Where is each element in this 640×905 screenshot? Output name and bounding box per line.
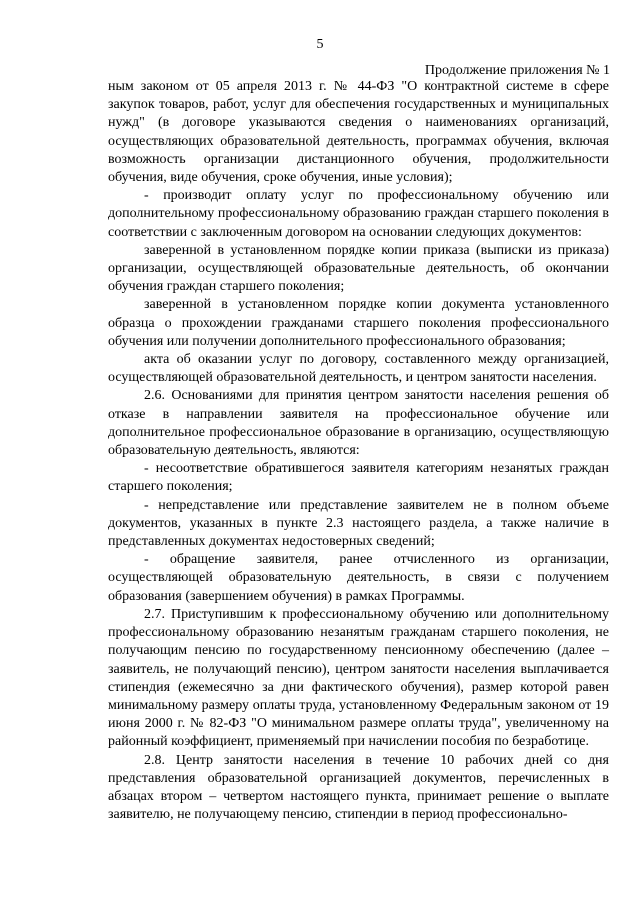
paragraph-refusal-expelled: - обращение заявителя, ранее отчисленного из организации, осуществляющей образовательную деятельность, в связи с получением образования (завершением обучения) в рамках Программы.	[108, 552, 609, 604]
paragraph-refusal-documents: - непредставление или представление заявителем не в полном объеме документов, указанных в пункте 2.3 настоящего раздела, а также наличие в представленных документах недостоверных сведений;	[108, 497, 609, 550]
page-number: 5	[316, 37, 324, 52]
paragraph-payment-item: - производит оплату услуг по профессиональному обучению или дополнительному профессиональному образованию граждан старшего поколения в соответствии с заключенным договором на основании следующих документов:	[108, 188, 609, 240]
paragraph-section-2-6: 2.6. Основаниями для принятия центром занятости населения решения об отказе в направлении заявителя на профессиональное обучение или дополнительное профессиональное образование в организацию, осуществляющую образовательную деятельность, являются:	[108, 388, 609, 459]
paragraph-order-copy: заверенной в установленном порядке копии приказа (выписки из приказа) организации, осуществляющей образовательные деятельность, об окончании обучения граждан старшего поколения;	[108, 242, 609, 295]
paragraph-refusal-mismatch: - несоответствие обратившегося заявителя категориям незанятых граждан старшего поколения;	[108, 461, 609, 495]
paragraph-certificate-copy: заверенной в установленном порядке копии документа установленного образца о прохождении гражданами старшего поколения профессионального обучения или получении дополнительного профессионального образования;	[108, 297, 609, 349]
paragraph-section-2-8: 2.8. Центр занятости населения в течение 10 рабочих дней со дня представления образовательной организацией документов, перечисленных в абзацах втором – четвертом настоящего пункта, принимает решение о выплате заявителю, не получающему пенсию, стипендии в период профессионально-	[108, 752, 609, 823]
appendix-continuation-label: Продолжение приложения № 1	[424, 63, 610, 78]
document-body	[108, 78, 609, 824]
paragraph-section-2-7: 2.7. Приступившим к профессиональному обучению или дополнительному профессиональному образованию незанятым гражданам старшего поколения, не получающим пенсию по государственному пенсионному обеспечению (далее – заявитель, не получающий пенсию), центром занятости населения выплачивается стипендия (ежемесячно за дни фактического обучения), размер которой равен минимальному размеру оплаты труда, установленному Федеральным законом от 19 июня 2000 г. № 82-ФЗ "О минимальном размере оплаты труда", увеличенному на районный коэффициент, применяемый при начислении пособия по безработице.	[108, 606, 609, 750]
paragraph-service-act: акта об оказании услуг по договору, составленного между организацией, осуществляющей образовательной деятельность, и центром занятости населения.	[108, 352, 609, 386]
paragraph-contract-continuation: ным законом от 05 апреля 2013 г. № 44-ФЗ "О контрактной системе в сфере закупок товаров, работ, услуг для обеспечения государственных и муниципальных нужд" (в договоре указываются сведения о наименованиях организаций, осуществляющих образовательной деятельность, программах обучения, включая возможность организации дистанционного обучения, продолжительности обучения, виде обучения, сроке обучения, иные условия);	[108, 79, 609, 186]
